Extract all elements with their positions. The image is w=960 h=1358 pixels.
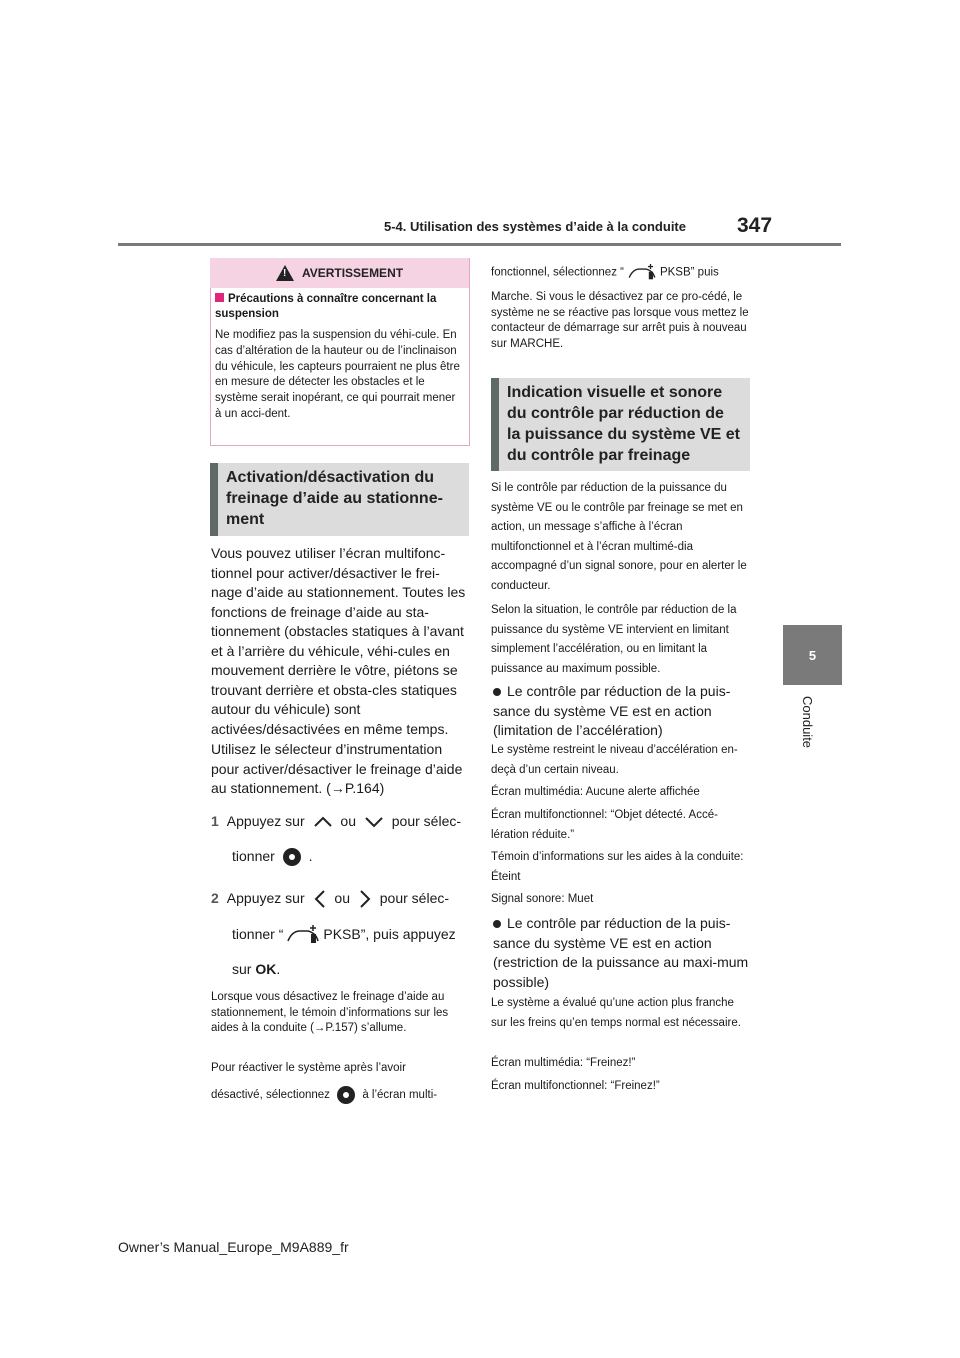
gear-icon (337, 1086, 355, 1104)
situation-paragraph: Selon la situation, le contrôle par réduction de la puissance du système VE intervient en limitant simplement l’accélération, ou en limitant la puissance au maximum possible. (491, 604, 737, 675)
bullet2-desc: Le système a évalué qu’une action plus franche sur les freins qu’en temps normal est nécessaire. (491, 997, 741, 1029)
step-2: 2 Appuyez sur ou pour sélec- (211, 888, 449, 910)
chevron-right-icon (357, 888, 373, 910)
bullet2-multifunction: Écran multifonctionnel: “Freinez!” (491, 1080, 660, 1092)
note-reactivate-cont: désactivé, sélectionnez à l’écran multi- (211, 1086, 469, 1104)
chevron-left-icon (312, 888, 328, 910)
step-2-cont2: sur OK. (232, 961, 281, 977)
selector-paragraph: Utilisez le sélecteur d’instrumentation pour activer/désactiver le freinage d’aide au stationnement. (→P.164) (211, 741, 463, 796)
indication-paragraph: Si le contrôle par réduction de la puissance du système VE ou le contrôle par freinage se met en action, un message s’affiche à l’écran multifonctionnel et à l’écran multimé-dia accompagné d’un signal sonore, pour en alerter le conducteur. (491, 482, 747, 592)
ok-icon: OK (255, 961, 277, 977)
warning-title: AVERTISSEMENT (301, 266, 404, 280)
section-heading: 5-4. Utilisation des systèmes d’aide à la conduite (384, 219, 686, 234)
page-number: 347 (737, 214, 773, 237)
pksb-car-icon (627, 264, 657, 281)
chapter-label: Conduite (800, 696, 815, 749)
bullet-power-restriction: Le contrôle par réduction de la puis-sance du système VE est en action (restriction de la puissance au maxi-mum possible) (493, 915, 749, 990)
section-title-indication: Indication visuelle et sonore du contrôle par réduction de la puissance du système VE et du contrôle par freinage (491, 378, 750, 471)
intro-paragraph: Vous pouvez utiliser l’écran multifonc-tionnel pour activer/désactiver le frei-nage d’aide au stationnement. Toutes les fonctions de freinage d’aide au sta-tionnement (obstacles statiques à l’avant et à l’arrière du véhicule, véhi-cules en mouvement derrière le vôtre, piétons se trouvant derrière et obsta-cles statiques autour du véhicule) sont activées/désactivées en même temps. (211, 545, 466, 737)
warning-body: Ne modifiez pas la suspension du véhi-cule. En cas d’altération de la hauteur ou de l’inclinaison du véhicule, les capteurs pourraient ne plus être en mesure de détecter les obstacles et le système serait inopérant, ce qui pourrait mener à un acci-dent. (215, 329, 460, 420)
cont-paragraph-2: Marche. Si vous le désactivez par ce pro-cédé, le système ne se réactive pas lorsque vous mettez le contacteur de démarrage sur arrêt puis à nouveau sur MARCHE. (491, 291, 749, 350)
cont-paragraph: fonctionnel, sélectionnez “ PKSB” puis (491, 264, 749, 281)
step-2-cont: tionner “ PKSB”, puis appuyez (232, 924, 456, 945)
bullet2-multimedia: Écran multimédia: “Freinez!” (491, 1057, 636, 1069)
section-title-activation: Activation/désactivation du freinage d’aide au stationne-ment (210, 463, 469, 536)
note-disable: Lorsque vous désactivez le freinage d’aide au stationnement, le témoin d’informations sur les aides à la conduite (→P.157) s’allume. (211, 991, 449, 1034)
bullet1-buzzer: Signal sonore: Muet (491, 893, 594, 905)
warning-triangle-icon (276, 265, 294, 281)
warning-header (210, 258, 469, 288)
bullet-acceleration-limit: Le contrôle par réduction de la puis-sance du système VE est en action (limitation de l’accélération) (493, 683, 731, 738)
step-1-cont: tionner . (232, 846, 312, 866)
chevron-up-icon (312, 815, 334, 829)
bullet1-indicator: Témoin d’informations sur les aides à la conduite: Éteint (491, 851, 744, 883)
bullet1-multimedia: Écran multimédia: Aucune alerte affichée (491, 786, 700, 798)
square-bullet-icon (215, 293, 224, 302)
bullet-dot-icon (493, 920, 501, 928)
bullet1-desc: Le système restreint le niveau d’accélération en-deçà d’un certain niveau. (491, 744, 738, 776)
chevron-down-icon (363, 815, 385, 829)
pksb-car-icon (286, 925, 320, 945)
header-rule (118, 243, 841, 246)
step-1: 1 Appuyez sur ou pour sélec- (211, 813, 462, 829)
gear-icon (283, 848, 301, 866)
footer-doc-id: Owner’s Manual_Europe_M9A889_fr (118, 1239, 349, 1255)
warning-subtitle: Précautions à connaître concernant la suspension (215, 293, 437, 320)
chapter-tab: 5 (783, 625, 842, 685)
note-reactivate: Pour réactiver le système après l’avoir (211, 1062, 406, 1074)
bullet-dot-icon (493, 688, 501, 696)
bullet1-multifunction: Écran multifonctionnel: “Objet détecté. Accé-lération réduite.” (491, 809, 718, 841)
